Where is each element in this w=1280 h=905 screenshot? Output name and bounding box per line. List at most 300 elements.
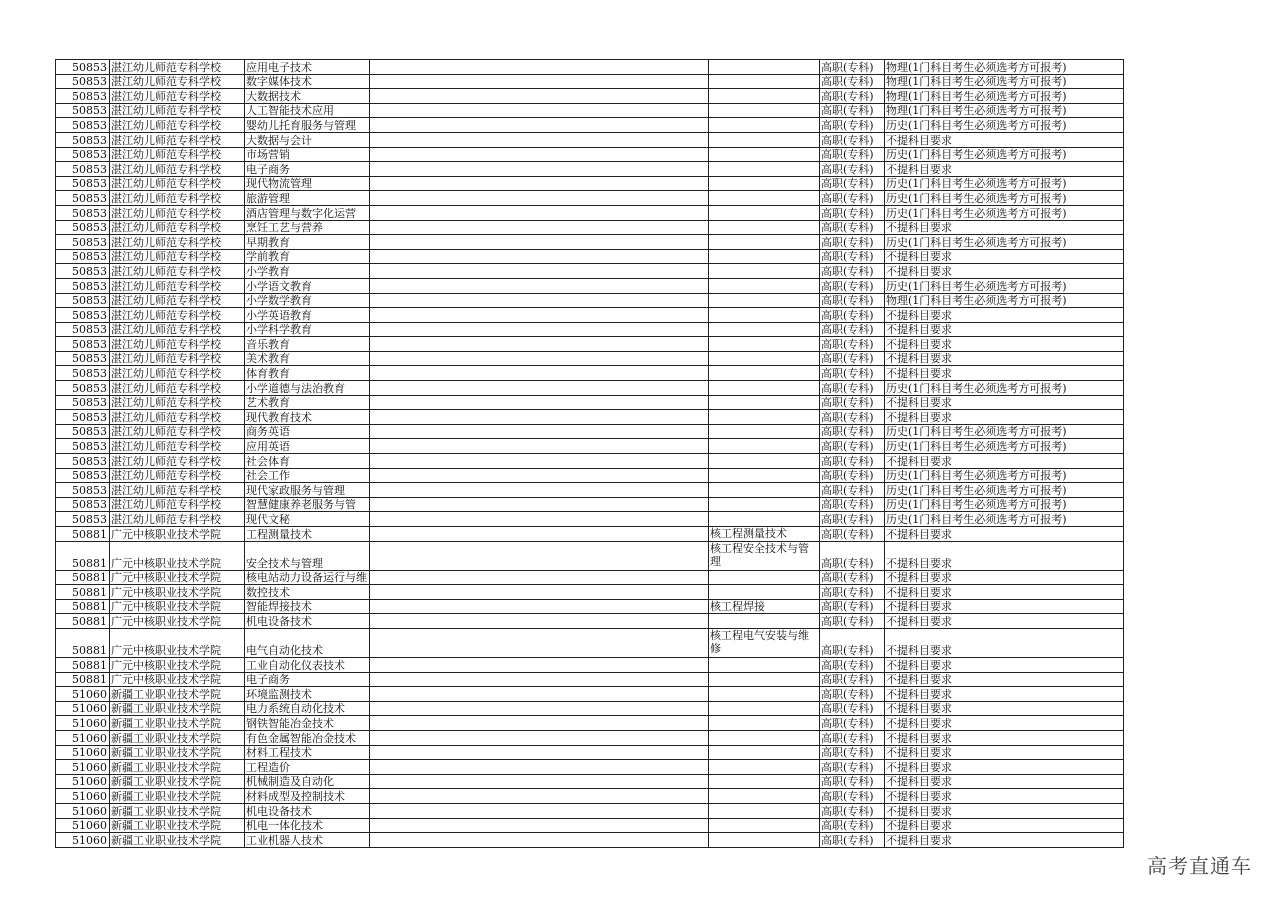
table-row: [56, 483, 1124, 498]
major-name-cell: 婴幼儿托育服务与管理: [245, 118, 370, 133]
major-note-cell: [709, 249, 820, 264]
level-cell: 高职(专科): [820, 628, 885, 657]
school-code-cell: 51060: [56, 760, 110, 775]
blank-cell: [370, 410, 709, 425]
school-name-cell: 湛江幼儿师范专科学校: [110, 264, 245, 279]
major-name-cell: 现代家政服务与管理: [245, 483, 370, 498]
major-name-cell: 智慧健康养老服务与管: [245, 497, 370, 512]
subject-requirement-cell: 物理(1门科目考生必须选考方可报考): [885, 60, 1124, 75]
level-cell: 高职(专科): [820, 249, 885, 264]
school-name-cell: 湛江幼儿师范专科学校: [110, 278, 245, 293]
level-cell: 高职(专科): [820, 687, 885, 702]
school-code-cell: 50853: [56, 118, 110, 133]
school-code-cell: 50853: [56, 351, 110, 366]
school-name-cell: 新疆工业职业技术学院: [110, 818, 245, 833]
table-row: [56, 774, 1124, 789]
subject-requirement-cell: 不提科目要求: [885, 716, 1124, 731]
school-code-cell: 50853: [56, 132, 110, 147]
subject-requirement-cell: 不提科目要求: [885, 264, 1124, 279]
major-note-cell: [709, 351, 820, 366]
major-name-cell: 早期教育: [245, 235, 370, 250]
school-name-cell: 湛江幼儿师范专科学校: [110, 351, 245, 366]
table-row: [56, 410, 1124, 425]
major-note-cell: [709, 701, 820, 716]
table-row: [56, 614, 1124, 629]
blank-cell: [370, 132, 709, 147]
school-name-cell: 湛江幼儿师范专科学校: [110, 322, 245, 337]
table-row: [56, 132, 1124, 147]
blank-cell: [370, 293, 709, 308]
major-note-cell: [709, 235, 820, 250]
school-name-cell: 湛江幼儿师范专科学校: [110, 220, 245, 235]
subject-requirement-cell: 不提科目要求: [885, 687, 1124, 702]
major-note-cell: [709, 205, 820, 220]
table-row: [56, 439, 1124, 454]
major-name-cell: 商务英语: [245, 424, 370, 439]
level-cell: 高职(专科): [820, 818, 885, 833]
major-note-cell: [709, 614, 820, 629]
major-name-cell: 大数据技术: [245, 89, 370, 104]
blank-cell: [370, 687, 709, 702]
school-code-cell: 50853: [56, 264, 110, 279]
level-cell: 高职(专科): [820, 278, 885, 293]
blank-cell: [370, 570, 709, 585]
school-code-cell: 51060: [56, 687, 110, 702]
school-code-cell: 50853: [56, 454, 110, 469]
school-code-cell: 50853: [56, 89, 110, 104]
subject-requirement-cell: 不提科目要求: [885, 410, 1124, 425]
blank-cell: [370, 60, 709, 75]
major-name-cell: 工业机器人技术: [245, 833, 370, 848]
school-name-cell: 湛江幼儿师范专科学校: [110, 424, 245, 439]
blank-cell: [370, 220, 709, 235]
table-row: [56, 89, 1124, 104]
blank-cell: [370, 249, 709, 264]
subject-requirement-cell: 不提科目要求: [885, 454, 1124, 469]
school-code-cell: 50853: [56, 205, 110, 220]
level-cell: 高职(专科): [820, 176, 885, 191]
subject-requirement-cell: 历史(1门科目考生必须选考方可报考): [885, 497, 1124, 512]
subject-requirement-cell: 不提科目要求: [885, 657, 1124, 672]
major-name-cell: 现代文秘: [245, 512, 370, 527]
school-name-cell: 湛江幼儿师范专科学校: [110, 381, 245, 396]
school-name-cell: 湛江幼儿师范专科学校: [110, 468, 245, 483]
school-name-cell: 广元中核职业技术学院: [110, 614, 245, 629]
school-code-cell: 51060: [56, 803, 110, 818]
school-code-cell: 50881: [56, 657, 110, 672]
blank-cell: [370, 803, 709, 818]
school-name-cell: 湛江幼儿师范专科学校: [110, 89, 245, 104]
school-name-cell: 新疆工业职业技术学院: [110, 760, 245, 775]
major-name-cell: 机电设备技术: [245, 614, 370, 629]
school-name-cell: 湛江幼儿师范专科学校: [110, 483, 245, 498]
major-name-cell: 工业自动化仪表技术: [245, 657, 370, 672]
major-note-cell: [709, 657, 820, 672]
school-name-cell: 新疆工业职业技术学院: [110, 745, 245, 760]
school-name-cell: 广元中核职业技术学院: [110, 599, 245, 614]
major-name-cell: 材料成型及控制技术: [245, 789, 370, 804]
level-cell: 高职(专科): [820, 60, 885, 75]
major-name-cell: 安全技术与管理: [245, 541, 370, 570]
major-name-cell: 智能焊接技术: [245, 599, 370, 614]
major-note-cell: [709, 789, 820, 804]
major-note-cell: [709, 512, 820, 527]
school-code-cell: 51060: [56, 774, 110, 789]
level-cell: 高职(专科): [820, 789, 885, 804]
table-row: [56, 308, 1124, 323]
blank-cell: [370, 424, 709, 439]
level-cell: 高职(专科): [820, 205, 885, 220]
school-name-cell: 湛江幼儿师范专科学校: [110, 162, 245, 177]
blank-cell: [370, 774, 709, 789]
major-note-cell: 核工程测量技术: [709, 527, 820, 542]
table-row: [56, 599, 1124, 614]
subject-requirement-cell: 物理(1门科目考生必须选考方可报考): [885, 89, 1124, 104]
school-name-cell: 湛江幼儿师范专科学校: [110, 497, 245, 512]
school-code-cell: 51060: [56, 745, 110, 760]
major-note-cell: [709, 395, 820, 410]
table-row: [56, 468, 1124, 483]
major-name-cell: 应用英语: [245, 439, 370, 454]
major-note-cell: 核工程安全技术与管理: [709, 541, 820, 570]
major-name-cell: 机电设备技术: [245, 803, 370, 818]
blank-cell: [370, 599, 709, 614]
blank-cell: [370, 745, 709, 760]
school-name-cell: 湛江幼儿师范专科学校: [110, 395, 245, 410]
school-name-cell: 广元中核职业技术学院: [110, 527, 245, 542]
table-row: [56, 162, 1124, 177]
major-note-cell: [709, 103, 820, 118]
level-cell: 高职(专科): [820, 541, 885, 570]
school-code-cell: 50853: [56, 74, 110, 89]
major-note-cell: [709, 483, 820, 498]
subject-requirement-cell: 不提科目要求: [885, 701, 1124, 716]
major-note-cell: [709, 833, 820, 848]
school-name-cell: 新疆工业职业技术学院: [110, 833, 245, 848]
subject-requirement-cell: 不提科目要求: [885, 220, 1124, 235]
major-name-cell: 美术教育: [245, 351, 370, 366]
school-code-cell: 50853: [56, 381, 110, 396]
major-note-cell: [709, 410, 820, 425]
blank-cell: [370, 439, 709, 454]
school-code-cell: 51060: [56, 716, 110, 731]
table-row: [56, 760, 1124, 775]
level-cell: 高职(专科): [820, 220, 885, 235]
subject-requirement-cell: 不提科目要求: [885, 745, 1124, 760]
school-code-cell: 51060: [56, 818, 110, 833]
major-note-cell: [709, 60, 820, 75]
school-code-cell: 50853: [56, 410, 110, 425]
school-code-cell: 50853: [56, 395, 110, 410]
blank-cell: [370, 760, 709, 775]
school-code-cell: 51060: [56, 701, 110, 716]
major-name-cell: 钢铁智能冶金技术: [245, 716, 370, 731]
major-name-cell: 工程造价: [245, 760, 370, 775]
blank-cell: [370, 657, 709, 672]
school-name-cell: 湛江幼儿师范专科学校: [110, 410, 245, 425]
major-note-cell: [709, 745, 820, 760]
school-code-cell: 50853: [56, 162, 110, 177]
blank-cell: [370, 381, 709, 396]
subject-requirement-cell: 不提科目要求: [885, 760, 1124, 775]
major-name-cell: 小学教育: [245, 264, 370, 279]
major-name-cell: 人工智能技术应用: [245, 103, 370, 118]
table-row: [56, 395, 1124, 410]
table-row: [56, 730, 1124, 745]
enrollment-table: [55, 59, 1124, 848]
blank-cell: [370, 483, 709, 498]
school-code-cell: 50881: [56, 570, 110, 585]
major-note-cell: [709, 774, 820, 789]
level-cell: 高职(专科): [820, 132, 885, 147]
level-cell: 高职(专科): [820, 264, 885, 279]
level-cell: 高职(专科): [820, 512, 885, 527]
table-row: [56, 235, 1124, 250]
level-cell: 高职(专科): [820, 366, 885, 381]
major-name-cell: 小学科学教育: [245, 322, 370, 337]
major-name-cell: 应用电子技术: [245, 60, 370, 75]
major-note-cell: [709, 439, 820, 454]
school-name-cell: 新疆工业职业技术学院: [110, 701, 245, 716]
school-name-cell: 湛江幼儿师范专科学校: [110, 191, 245, 206]
table-row: [56, 789, 1124, 804]
table-row: [56, 454, 1124, 469]
blank-cell: [370, 74, 709, 89]
school-name-cell: 广元中核职业技术学院: [110, 628, 245, 657]
major-name-cell: 学前教育: [245, 249, 370, 264]
school-name-cell: 广元中核职业技术学院: [110, 570, 245, 585]
level-cell: 高职(专科): [820, 614, 885, 629]
table-row: [56, 249, 1124, 264]
subject-requirement-cell: 历史(1门科目考生必须选考方可报考): [885, 205, 1124, 220]
major-note-cell: [709, 162, 820, 177]
level-cell: 高职(专科): [820, 118, 885, 133]
blank-cell: [370, 672, 709, 687]
level-cell: 高职(专科): [820, 351, 885, 366]
major-name-cell: 小学道德与法治教育: [245, 381, 370, 396]
major-note-cell: [709, 730, 820, 745]
major-note-cell: [709, 147, 820, 162]
school-name-cell: 湛江幼儿师范专科学校: [110, 512, 245, 527]
school-name-cell: 新疆工业职业技术学院: [110, 803, 245, 818]
blank-cell: [370, 162, 709, 177]
subject-requirement-cell: 不提科目要求: [885, 249, 1124, 264]
school-code-cell: 50853: [56, 293, 110, 308]
subject-requirement-cell: 不提科目要求: [885, 818, 1124, 833]
level-cell: 高职(专科): [820, 337, 885, 352]
table-row: [56, 570, 1124, 585]
major-name-cell: 材料工程技术: [245, 745, 370, 760]
blank-cell: [370, 147, 709, 162]
level-cell: 高职(专科): [820, 497, 885, 512]
school-name-cell: 新疆工业职业技术学院: [110, 789, 245, 804]
major-name-cell: 电子商务: [245, 162, 370, 177]
subject-requirement-cell: 历史(1门科目考生必须选考方可报考): [885, 278, 1124, 293]
major-note-cell: [709, 264, 820, 279]
blank-cell: [370, 701, 709, 716]
blank-cell: [370, 191, 709, 206]
major-note-cell: [709, 278, 820, 293]
school-code-cell: 50853: [56, 176, 110, 191]
level-cell: 高职(专科): [820, 395, 885, 410]
major-name-cell: 工程测量技术: [245, 527, 370, 542]
major-name-cell: 环境监测技术: [245, 687, 370, 702]
major-name-cell: 旅游管理: [245, 191, 370, 206]
subject-requirement-cell: 不提科目要求: [885, 628, 1124, 657]
subject-requirement-cell: 物理(1门科目考生必须选考方可报考): [885, 293, 1124, 308]
school-name-cell: 湛江幼儿师范专科学校: [110, 308, 245, 323]
blank-cell: [370, 264, 709, 279]
major-note-cell: [709, 803, 820, 818]
blank-cell: [370, 497, 709, 512]
blank-cell: [370, 351, 709, 366]
subject-requirement-cell: 物理(1门科目考生必须选考方可报考): [885, 103, 1124, 118]
blank-cell: [370, 541, 709, 570]
major-note-cell: [709, 381, 820, 396]
major-note-cell: [709, 716, 820, 731]
school-name-cell: 湛江幼儿师范专科学校: [110, 132, 245, 147]
blank-cell: [370, 833, 709, 848]
major-name-cell: 小学数学教育: [245, 293, 370, 308]
blank-cell: [370, 89, 709, 104]
major-name-cell: 社会体育: [245, 454, 370, 469]
table-row: [56, 74, 1124, 89]
school-code-cell: 50853: [56, 468, 110, 483]
table-row: [56, 657, 1124, 672]
major-name-cell: 小学英语教育: [245, 308, 370, 323]
school-code-cell: 50853: [56, 60, 110, 75]
blank-cell: [370, 512, 709, 527]
table-row: [56, 337, 1124, 352]
school-code-cell: 50853: [56, 512, 110, 527]
subject-requirement-cell: 历史(1门科目考生必须选考方可报考): [885, 191, 1124, 206]
level-cell: 高职(专科): [820, 381, 885, 396]
table-row: [56, 60, 1124, 75]
table-row: [56, 205, 1124, 220]
major-note-cell: [709, 118, 820, 133]
school-code-cell: 50853: [56, 147, 110, 162]
school-name-cell: 新疆工业职业技术学院: [110, 687, 245, 702]
blank-cell: [370, 205, 709, 220]
subject-requirement-cell: 物理(1门科目考生必须选考方可报考): [885, 74, 1124, 89]
table-row: [56, 322, 1124, 337]
school-code-cell: 50853: [56, 337, 110, 352]
level-cell: 高职(专科): [820, 424, 885, 439]
school-code-cell: 50853: [56, 249, 110, 264]
blank-cell: [370, 628, 709, 657]
school-name-cell: 湛江幼儿师范专科学校: [110, 118, 245, 133]
major-note-cell: [709, 570, 820, 585]
level-cell: 高职(专科): [820, 570, 885, 585]
level-cell: 高职(专科): [820, 191, 885, 206]
major-name-cell: 音乐教育: [245, 337, 370, 352]
major-note-cell: [709, 818, 820, 833]
level-cell: 高职(专科): [820, 89, 885, 104]
blank-cell: [370, 395, 709, 410]
blank-cell: [370, 322, 709, 337]
subject-requirement-cell: 不提科目要求: [885, 730, 1124, 745]
school-code-cell: 50881: [56, 527, 110, 542]
level-cell: 高职(专科): [820, 147, 885, 162]
school-code-cell: 51060: [56, 789, 110, 804]
blank-cell: [370, 366, 709, 381]
blank-cell: [370, 585, 709, 600]
major-name-cell: 数控技术: [245, 585, 370, 600]
subject-requirement-cell: 不提科目要求: [885, 366, 1124, 381]
school-code-cell: 50853: [56, 483, 110, 498]
level-cell: 高职(专科): [820, 599, 885, 614]
subject-requirement-cell: 不提科目要求: [885, 774, 1124, 789]
school-name-cell: 湛江幼儿师范专科学校: [110, 249, 245, 264]
subject-requirement-cell: 不提科目要求: [885, 322, 1124, 337]
level-cell: 高职(专科): [820, 716, 885, 731]
major-note-cell: 核工程焊接: [709, 599, 820, 614]
level-cell: 高职(专科): [820, 410, 885, 425]
major-name-cell: 艺术教育: [245, 395, 370, 410]
level-cell: 高职(专科): [820, 585, 885, 600]
table-row: [56, 833, 1124, 848]
level-cell: 高职(专科): [820, 483, 885, 498]
school-name-cell: 新疆工业职业技术学院: [110, 774, 245, 789]
level-cell: 高职(专科): [820, 527, 885, 542]
level-cell: 高职(专科): [820, 308, 885, 323]
school-name-cell: 广元中核职业技术学院: [110, 585, 245, 600]
school-code-cell: 50881: [56, 541, 110, 570]
school-name-cell: 湛江幼儿师范专科学校: [110, 147, 245, 162]
table-row: [56, 716, 1124, 731]
school-name-cell: 湛江幼儿师范专科学校: [110, 74, 245, 89]
school-code-cell: 50853: [56, 322, 110, 337]
major-note-cell: [709, 585, 820, 600]
table-row: [56, 541, 1124, 570]
subject-requirement-cell: 不提科目要求: [885, 527, 1124, 542]
school-name-cell: 新疆工业职业技术学院: [110, 730, 245, 745]
subject-requirement-cell: 不提科目要求: [885, 541, 1124, 570]
school-code-cell: 51060: [56, 730, 110, 745]
table-row: [56, 366, 1124, 381]
major-name-cell: 烹饪工艺与营养: [245, 220, 370, 235]
school-code-cell: 50853: [56, 424, 110, 439]
school-name-cell: 广元中核职业技术学院: [110, 541, 245, 570]
major-note-cell: [709, 220, 820, 235]
subject-requirement-cell: 不提科目要求: [885, 614, 1124, 629]
table-row: [56, 803, 1124, 818]
school-code-cell: 50881: [56, 628, 110, 657]
subject-requirement-cell: 历史(1门科目考生必须选考方可报考): [885, 424, 1124, 439]
major-note-cell: [709, 468, 820, 483]
level-cell: 高职(专科): [820, 74, 885, 89]
subject-requirement-cell: 不提科目要求: [885, 789, 1124, 804]
school-name-cell: 湛江幼儿师范专科学校: [110, 60, 245, 75]
subject-requirement-cell: 历史(1门科目考生必须选考方可报考): [885, 439, 1124, 454]
major-name-cell: 有色金属智能冶金技术: [245, 730, 370, 745]
subject-requirement-cell: 不提科目要求: [885, 599, 1124, 614]
major-name-cell: 体育教育: [245, 366, 370, 381]
subject-requirement-cell: 不提科目要求: [885, 585, 1124, 600]
major-note-cell: [709, 89, 820, 104]
subject-requirement-cell: 不提科目要求: [885, 395, 1124, 410]
level-cell: 高职(专科): [820, 439, 885, 454]
school-code-cell: 50853: [56, 366, 110, 381]
table-row: [56, 147, 1124, 162]
major-name-cell: 核电站动力设备运行与维: [245, 570, 370, 585]
table-row: [56, 220, 1124, 235]
major-name-cell: 机电一体化技术: [245, 818, 370, 833]
blank-cell: [370, 308, 709, 323]
major-note-cell: [709, 424, 820, 439]
table-row: [56, 628, 1124, 657]
table-row: [56, 497, 1124, 512]
